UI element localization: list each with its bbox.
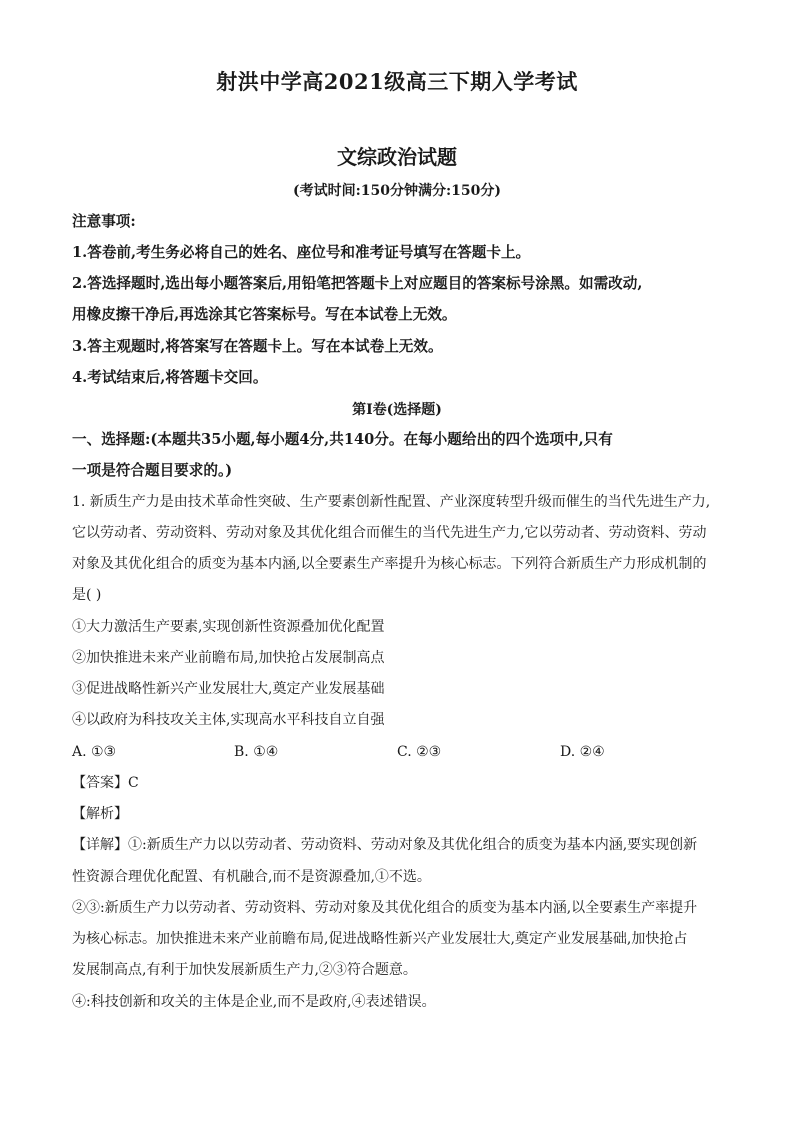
statement-3: ③促进战略性新兴产业发展壮大,奠定产业发展基础: [72, 681, 385, 697]
analysis-label: 【解析】: [72, 806, 128, 822]
detail-line-5: 发展制高点,有利于加快发展新质生产力,②③符合题意。: [72, 962, 417, 978]
answer-label: 【答案】C: [72, 775, 139, 791]
option-b: B. ①④: [234, 744, 279, 760]
section-instruction-line-1: 一、选择题:(本题共35小题,每小题4分,共140分。在每小题给出的四个选项中,只有: [72, 431, 613, 448]
note-item-4: 4.考试结束后,将答题卡交回。: [72, 369, 268, 386]
exam-time-info: (考试时间:150分钟满分:150分): [292, 183, 502, 199]
detail-line-4: 为核心标志。加快推进未来产业前瞻布局,促进战略性新兴产业发展壮大,奠定产业发展基础,加快抢占: [72, 931, 688, 947]
question-1-stem-line-4: 是( ): [72, 587, 102, 603]
exam-title: 射洪中学高2021级高三下期入学考试: [216, 69, 578, 94]
note-item-3: 3.答主观题时,将答案写在答题卡上。写在本试卷上无效。: [72, 338, 443, 355]
question-1-stem-line-1: 1. 新质生产力是由技术革命性突破、生产要素创新性配置、产业深度转型升级而催生的当代先进生产力,: [72, 494, 711, 510]
option-a: A. ①③: [72, 744, 117, 760]
detail-line-3: ②③:新质生产力以劳动者、劳动资料、劳动对象及其优化组合的质变为基本内涵,以全要素生产率提升: [72, 900, 698, 916]
note-item-2-line-1: 2.答选择题时,选出每小题答案后,用铅笔把答题卡上对应题目的答案标号涂黑。如需改动,: [72, 275, 643, 292]
statement-2: ②加快推进未来产业前瞻布局,加快抢占发展制高点: [72, 650, 385, 666]
option-c: C. ②③: [397, 744, 442, 760]
detail-line-2: 性资源合理优化配置、有机融合,而不是资源叠加,①不选。: [72, 869, 431, 885]
detail-line-1: 【详解】①:新质生产力以以劳动者、劳动资料、劳动对象及其优化组合的质变为基本内涵,要实现创新: [72, 837, 698, 853]
notes-heading: 注意事项:: [72, 213, 136, 230]
question-1-stem-line-2: 它以劳动者、劳动资料、劳动对象及其优化组合而催生的当代先进生产力,它以劳动者、劳动资料、劳动: [72, 525, 707, 541]
detail-line-6: ④:科技创新和攻关的主体是企业,而不是政府,④表述错误。: [72, 994, 436, 1010]
option-d: D. ②④: [560, 744, 605, 760]
section-instruction-line-2: 一项是符合题目要求的。): [72, 462, 233, 479]
section-title: 第Ⅰ卷(选择题): [352, 402, 442, 418]
subject-title: 文综政治试题: [337, 145, 457, 169]
note-item-1: 1.答卷前,考生务必将自己的姓名、座位号和准考证号填写在答题卡上。: [72, 244, 531, 261]
answer-options: [72, 742, 736, 762]
note-item-2-line-2: 用橡皮擦干净后,再选涂其它答案标号。写在本试卷上无效。: [72, 306, 457, 323]
question-1-stem-line-3: 对象及其优化组合的质变为基本内涵,以全要素生产率提升为核心标志。下列符合新质生产力形成机制的: [72, 556, 707, 572]
statement-4: ④以政府为科技攻关主体,实现高水平科技自立自强: [72, 712, 385, 728]
statement-1: ①大力激活生产要素,实现创新性资源叠加优化配置: [72, 619, 385, 635]
